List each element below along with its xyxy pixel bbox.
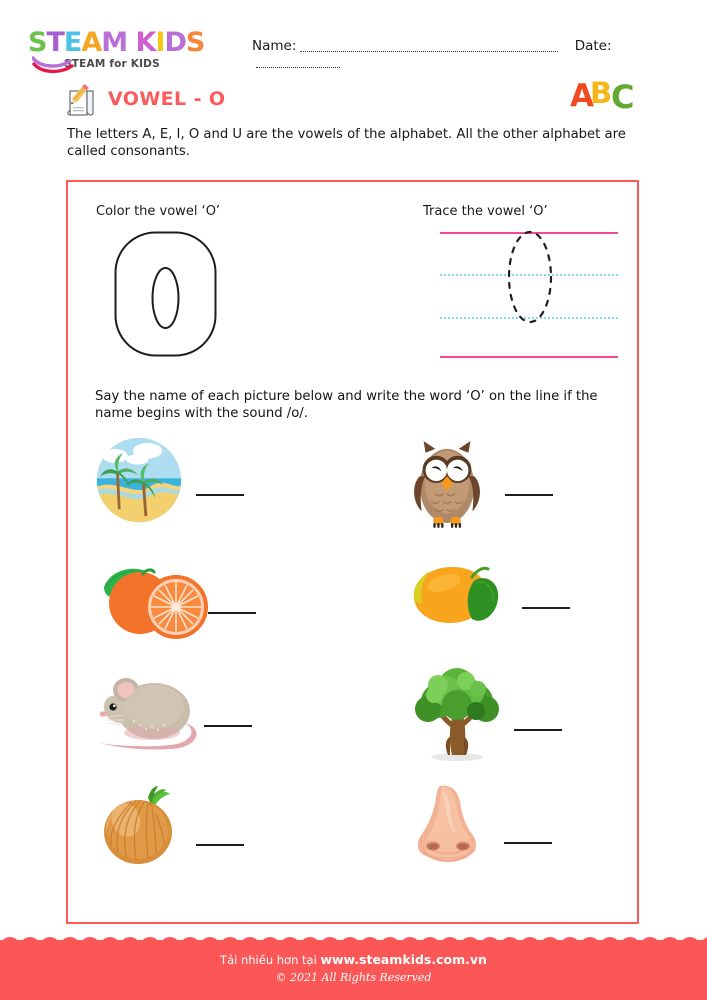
answer-blank-nose[interactable] [504,842,552,844]
abc-blocks-icon [570,72,645,118]
logo-letter-2: E [63,27,82,58]
color-vowel-o-outline[interactable] [113,230,218,358]
answer-blank-mouse[interactable] [204,725,252,727]
onion-item [96,782,382,892]
footer-copyright: © 2021 All Rights Reserved [275,971,432,984]
logo-letter-5 [127,28,135,57]
name-label: Name: [252,38,297,54]
footer-website-line [0,952,707,967]
mango-item [408,557,694,667]
answer-blank-beach[interactable] [196,494,244,496]
page-title: VOWEL - O [108,88,226,110]
abc-letter-b: B [590,76,613,110]
onion-picture [96,782,246,892]
tree-picture [408,667,558,777]
trace-area[interactable] [440,232,618,358]
answer-blank-tree[interactable] [514,729,562,731]
pencil-paper-icon [63,82,97,118]
picture-grid [68,437,641,897]
intro-text: The letters A, E, I, O and U are the vowels of the alphabet. All the other alphabet are called consonants. [67,127,626,159]
abc-letter-c: C [611,78,635,116]
date-label: Date: [574,38,612,54]
page-footer [0,940,707,1000]
answer-blank-orange[interactable] [208,612,256,614]
mouse-item [96,667,382,777]
footer-prefix: Tải nhiều hơn tại [220,953,321,967]
nose-picture [408,782,558,892]
date-input[interactable] [256,56,340,68]
mouse-picture [96,667,246,777]
owl-picture [408,437,558,547]
logo-letter-7: I [155,27,165,58]
beach-picture [96,437,246,547]
worksheet-instruction: Say the name of each picture below and write the word ‘O’ on the line if the name begins with the sound /o/. [95,389,598,421]
answer-blank-mango[interactable] [522,607,570,609]
logo-letter-3: A [81,27,102,58]
abc-letter-a: A [570,78,594,114]
nose-item [408,782,694,892]
footer-website[interactable]: www.steamkids.com.vn [320,952,487,967]
logo-letter-6: K [135,27,156,58]
logo-wordmark [28,28,223,57]
trace-section-label: Trace the vowel ‘O’ [423,204,548,219]
logo-tagline: STEAM for KIDS [64,58,160,70]
trace-letter-o-dashed[interactable] [500,228,560,326]
name-date-fields [252,38,682,62]
logo-letter-9: S [185,27,205,58]
name-input[interactable] [300,40,558,52]
answer-blank-onion[interactable] [196,844,244,846]
steam-kids-logo [28,28,223,73]
logo-letter-0: S [28,27,47,58]
logo-swoosh-icon [32,56,74,74]
worksheet-content-box [66,180,639,924]
answer-blank-owl[interactable] [505,494,553,496]
logo-letter-1: T [46,27,64,58]
orange-item [96,557,382,667]
tree-item [408,667,694,777]
page-header [0,0,707,78]
mango-picture [408,557,558,667]
logo-letter-8: D [164,27,186,58]
color-section-label: Color the vowel ‘O’ [96,204,221,219]
owl-item [408,437,694,547]
logo-letter-4: M [101,27,128,58]
trace-line-bottom-solid [440,356,618,358]
beach-item [96,437,382,547]
